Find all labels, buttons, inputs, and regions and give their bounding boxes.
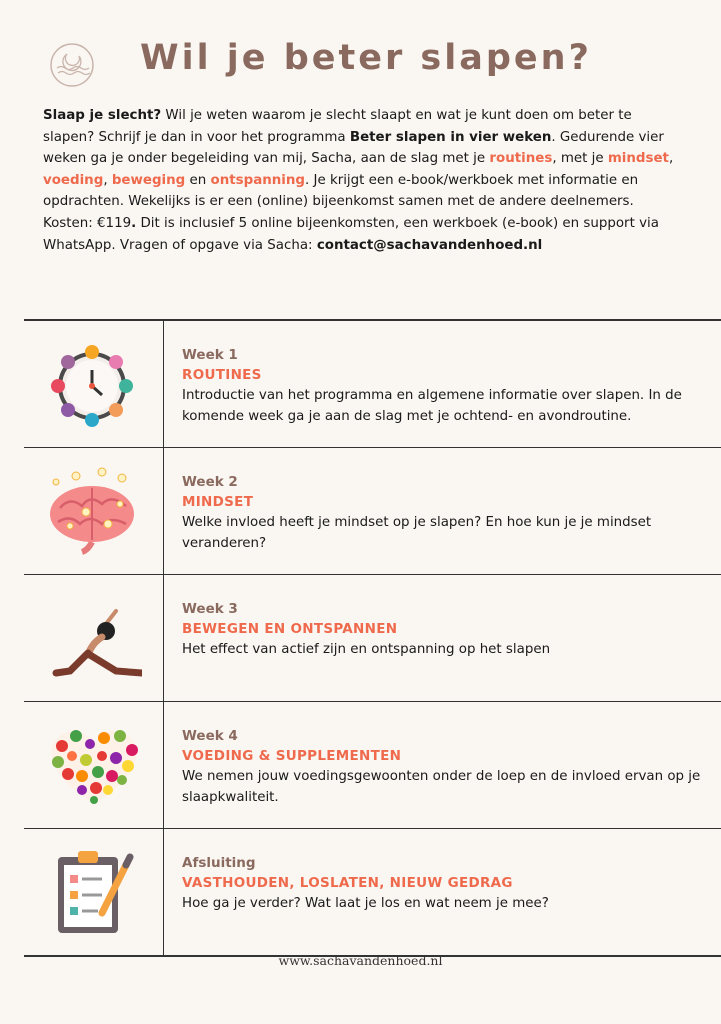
program-name: Beter slapen in vier weken — [349, 129, 552, 145]
intro-question: Slaap je slecht? — [43, 108, 162, 123]
week-label: Week 4 — [182, 728, 238, 744]
moon-waves-logo-icon — [49, 42, 95, 88]
week-topic: VASTHOUDEN, LOSLATEN, NIEUW GEDRAG — [182, 875, 513, 891]
cost-dot: . — [131, 215, 137, 231]
week-label: Week 3 — [182, 601, 238, 617]
table-row — [24, 575, 721, 702]
intro-paragraph — [43, 105, 683, 256]
vegetable-heart-icon — [46, 718, 142, 814]
intro-text: Wil je weten waarom je slecht slaapt en wat je kunt doen om beter te slapen? Schrijf je dan in voor het programma — [43, 108, 632, 145]
table-row — [24, 448, 721, 575]
week-topic: MINDSET — [182, 494, 254, 510]
intro-text: , — [103, 172, 112, 188]
week-topic: VOEDING & SUPPLEMENTEN — [182, 748, 402, 764]
intro-text: en — [185, 172, 211, 188]
table-row — [24, 829, 721, 957]
table-row — [24, 702, 721, 829]
intro-text: . Je krijgt een e-book/werkboek met informatie en opdrachten. Wekelijks is er een (online) bijeenkomst samen met de andere deelnemers. — [43, 172, 639, 210]
clipboard-checklist-icon — [46, 845, 142, 941]
table-row — [24, 321, 721, 448]
keyword-beweging: beweging — [111, 172, 186, 188]
keyword-ontspanning: ontspanning — [210, 172, 305, 188]
intro-text: , — [668, 151, 674, 167]
week-label: Week 1 — [182, 347, 238, 363]
yoga-pose-icon — [46, 591, 142, 687]
week-label: Week 2 — [182, 474, 238, 490]
week-description: Introductie van het programma en algemene informatie over slapen. In de komende week ga je aan de slag met je ochtend- en avondroutine. — [182, 388, 682, 424]
week-topic: BEWEGEN EN ONTSPANNEN — [182, 621, 398, 637]
program-table — [24, 319, 721, 957]
week-label: Afsluiting — [182, 855, 256, 871]
clock-icon — [46, 337, 142, 433]
contact-email[interactable]: contact@sachavandenhoed.nl — [316, 237, 543, 253]
intro-text: . Gedurende vier weken ga je onder begeleiding van mij, Sacha, aan de slag met je — [43, 129, 664, 167]
week-description: Hoe ga je verder? Wat laat je los en wat neem je mee? — [182, 896, 549, 911]
footer-url[interactable]: www.sachavandenhoed.nl — [278, 953, 443, 968]
week-topic: ROUTINES — [182, 367, 262, 383]
week-description: We nemen jouw voedingsgewoonten onder de loep en de invloed ervan op je slaapkwaliteit. — [182, 769, 701, 805]
brain-flowers-icon — [46, 464, 142, 560]
cost-details: Dit is inclusief 5 online bijeenkomsten, een werkboek (e-book) en support via WhatsApp. Vragen of opgave via Sacha: — [43, 215, 659, 253]
keyword-routines: routines — [489, 151, 553, 167]
keyword-mindset: mindset — [607, 151, 669, 167]
week-description: Het effect van actief zijn en ontspanning op het slapen — [182, 642, 551, 657]
page-title: Wil je beter slapen? — [140, 38, 592, 78]
intro-text: , met je — [552, 151, 608, 167]
keyword-voeding: voeding — [43, 172, 104, 188]
week-description: Welke invloed heeft je mindset op je slapen? En hoe kun je je mindset veranderen? — [182, 515, 652, 551]
cost-text: Kosten: €119 — [43, 215, 132, 231]
